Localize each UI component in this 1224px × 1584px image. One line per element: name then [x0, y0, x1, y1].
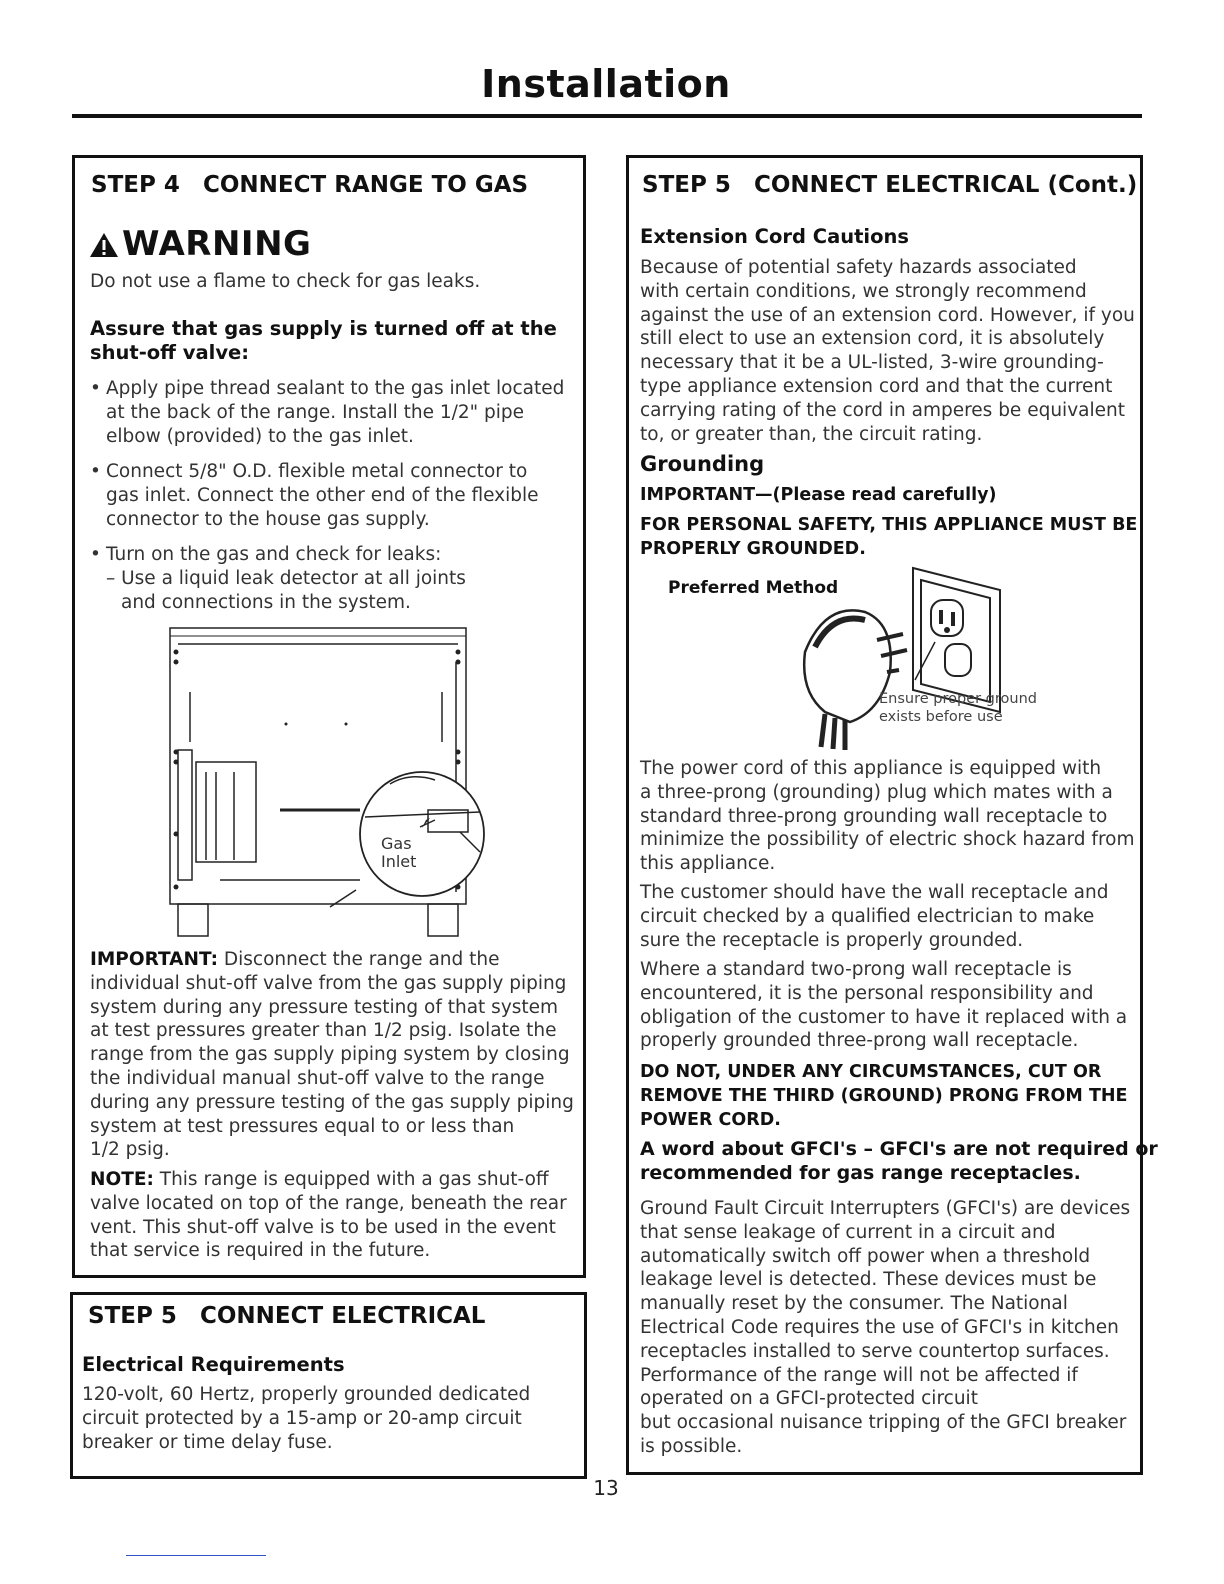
gfci-line: but occasional nuisance tripping of the GFCI breaker — [640, 1412, 1127, 1434]
warning-triangle-icon — [88, 231, 120, 259]
customer-line: The customer should have the wall receptacle and — [640, 882, 1109, 903]
ext-line: still elect to use an extension cord, it is absolutely — [640, 328, 1105, 350]
important-line: range from the gas supply piping system by closing — [90, 1044, 570, 1066]
note-line: NOTE: This range is equipped with a gas shut-off — [90, 1169, 549, 1190]
gfci-line: is possible. — [640, 1435, 743, 1457]
bullet-line: Apply pipe thread sealant to the gas inlet located — [106, 378, 565, 399]
ext-line: Because of potential safety hazards associated — [640, 257, 1077, 278]
step5-cont-number: STEP 5 — [642, 172, 731, 198]
bullet-line: connector to the house gas supply. — [106, 508, 430, 530]
power-line: a three-prong (grounding) plug which mates with a — [640, 781, 1113, 803]
bullet-line: Turn on the gas and check for leaks: — [106, 544, 442, 565]
step5-heading — [88, 1303, 485, 1329]
important-line: individual shut-off valve from the gas supply piping — [90, 972, 567, 994]
two-prong-line: Where a standard two-prong wall receptacle is — [640, 959, 1072, 980]
gfci-line: leakage level is detected. These devices must be — [640, 1269, 1097, 1291]
do-not-cut-warning — [640, 1060, 1127, 1132]
important-label: IMPORTANT: — [90, 949, 218, 970]
gfci-heading-line: recommended for gas range receptacles. — [640, 1162, 1081, 1184]
power-line: this appliance. — [640, 853, 776, 875]
req-line: circuit protected by a 15-amp or 20-amp circuit — [82, 1407, 522, 1429]
two-prong-line: encountered, it is the personal responsibility and — [640, 982, 1094, 1004]
extension-cord-text — [640, 256, 1135, 446]
important-line: at test pressures greater than 1/2 psig. Isolate the — [90, 1020, 557, 1042]
power-line: minimize the possibility of electric shock hazard from — [640, 829, 1135, 851]
note-line: that service is required in the future. — [90, 1240, 431, 1262]
important-line: the individual manual shut-off valve to the range — [90, 1067, 545, 1089]
power-line: standard three-prong grounding wall receptacle to — [640, 805, 1108, 827]
diagram-gas-label: Gas — [381, 834, 412, 853]
important-line: during any pressure testing of the gas supply piping — [90, 1091, 574, 1113]
important-line: 1/2 psig. — [90, 1139, 170, 1161]
customer-text — [640, 881, 1108, 952]
step4-heading — [91, 172, 528, 198]
ext-line: against the use of an extension cord. However, if you — [640, 304, 1135, 326]
two-prong-line: obligation of the customer to have it replaced with a — [640, 1006, 1128, 1028]
important-line: IMPORTANT: Disconnect the range and the — [90, 949, 500, 970]
step5-number: STEP 5 — [88, 1303, 177, 1329]
power-line: The power cord of this appliance is equipped with — [640, 758, 1102, 779]
gfci-line: operated on a GFCI-protected circuit — [640, 1388, 978, 1410]
safety-line-2: PROPERLY GROUNDED. — [640, 539, 866, 559]
step5-cont-title: CONNECT ELECTRICAL (Cont.) — [754, 172, 1138, 198]
gfci-heading — [640, 1137, 1158, 1185]
safety-line-1: FOR PERSONAL SAFETY, THIS APPLIANCE MUST BE — [640, 515, 1138, 535]
gfci-line: Ground Fault Circuit Interrupters (GFCI's) are devices — [640, 1198, 1131, 1219]
important-paragraph — [90, 948, 574, 1162]
dash-line: – Use a liquid leak detector at all joints — [106, 568, 466, 589]
gfci-line: receptacles installed to serve countertop surfaces. — [640, 1340, 1110, 1362]
two-prong-line: properly grounded three-prong wall receptacle. — [640, 1030, 1079, 1052]
bullet-line: elbow (provided) to the gas inlet. — [106, 425, 414, 447]
ext-line: with certain conditions, we strongly recommend — [640, 280, 1087, 302]
step5-cont-heading — [642, 172, 1137, 198]
important-read-carefully: IMPORTANT—(Please read carefully) — [640, 485, 997, 505]
page-title: Installation — [481, 62, 731, 106]
grounding-heading: Grounding — [640, 452, 765, 476]
do-not-line: REMOVE THE THIRD (GROUND) PRONG FROM THE — [640, 1086, 1128, 1106]
page-number: 13 — [593, 1476, 619, 1500]
warning-title: WARNING — [122, 224, 312, 264]
footer-line — [126, 1555, 266, 1556]
bullet-item: • Turn on the gas and check for leaks: — [90, 544, 442, 565]
do-not-line: DO NOT, UNDER ANY CIRCUMSTANCES, CUT OR — [640, 1062, 1102, 1082]
title-rule — [72, 114, 1142, 118]
ext-line: carrying rating of the cord in amperes be equivalent — [640, 399, 1125, 421]
ensure-ground-line1: Ensure proper ground — [879, 691, 1037, 707]
preferred-method-label: Preferred Method — [668, 578, 839, 598]
extension-cord-heading: Extension Cord Cautions — [640, 225, 910, 248]
ensure-ground-line2: exists before use — [879, 709, 1003, 725]
important-line: system at test pressures equal to or less than — [90, 1115, 515, 1137]
customer-line: circuit checked by a qualified electrician to make — [640, 905, 1095, 927]
gfci-line: Electrical Code requires the use of GFCI's in kitchen — [640, 1316, 1119, 1338]
step4-number: STEP 4 — [91, 172, 180, 198]
ext-line: necessary that it be a UL-listed, 3-wire grounding- — [640, 352, 1104, 374]
bullet-line: at the back of the range. Install the 1/2" pipe — [106, 401, 525, 423]
gfci-line: Performance of the range will not be affected if — [640, 1364, 1078, 1386]
warning-text: Do not use a flame to check for gas leaks. — [90, 271, 481, 292]
power-cord-text — [640, 757, 1134, 876]
dash-line: and connections in the system. — [121, 591, 411, 613]
electrical-requirements-text — [82, 1383, 530, 1454]
two-prong-text — [640, 958, 1127, 1053]
gfci-line: automatically switch off power when a threshold — [640, 1245, 1091, 1267]
ext-line: to, or greater than, the circuit rating. — [640, 423, 983, 445]
gfci-heading-line: A word about GFCI's – GFCI's are not required or — [640, 1138, 1158, 1160]
bullet-item: • Connect 5/8" O.D. flexible metal connector to gas inlet. Connect the other end of the flexible connector to the house gas supply. — [90, 461, 539, 530]
gfci-text — [640, 1197, 1130, 1459]
bullet-line: Connect 5/8" O.D. flexible metal connector to — [106, 461, 528, 482]
range-rear-diagram — [160, 622, 490, 938]
step4-title: CONNECT RANGE TO GAS — [203, 172, 529, 198]
req-line: breaker or time delay fuse. — [82, 1431, 333, 1453]
dash-item — [106, 567, 466, 615]
note-paragraph — [90, 1168, 567, 1263]
do-not-line: POWER CORD. — [640, 1110, 781, 1130]
customer-line: sure the receptacle is properly grounded. — [640, 929, 1024, 951]
electrical-requirements-heading: Electrical Requirements — [82, 1353, 345, 1376]
ext-line: type appliance extension cord and that the current — [640, 375, 1113, 397]
assure-heading-line1: Assure that gas supply is turned off at the — [90, 317, 557, 340]
gfci-line: manually reset by the consumer. The National — [640, 1293, 1068, 1315]
important-line: system during any pressure testing of that system — [90, 996, 559, 1018]
bullet-item: • Apply pipe thread sealant to the gas inlet located at the back of the range. Install the 1/2" pipe elbow (provided) to the gas inlet. — [90, 378, 565, 447]
step5-title: CONNECT ELECTRICAL — [200, 1303, 486, 1329]
note-line: valve located on top of the range, beneath the rear — [90, 1192, 567, 1214]
bullet-line: gas inlet. Connect the other end of the flexible — [106, 484, 539, 506]
note-label: NOTE: — [90, 1169, 154, 1190]
assure-heading-line2: shut-off valve: — [90, 341, 250, 364]
req-line: 120-volt, 60 Hertz, properly grounded dedicated — [82, 1384, 531, 1405]
note-line: vent. This shut-off valve is to be used in the event — [90, 1216, 556, 1238]
gfci-line: that sense leakage of current in a circuit and — [640, 1221, 1056, 1243]
diagram-inlet-label: Inlet — [381, 852, 417, 871]
